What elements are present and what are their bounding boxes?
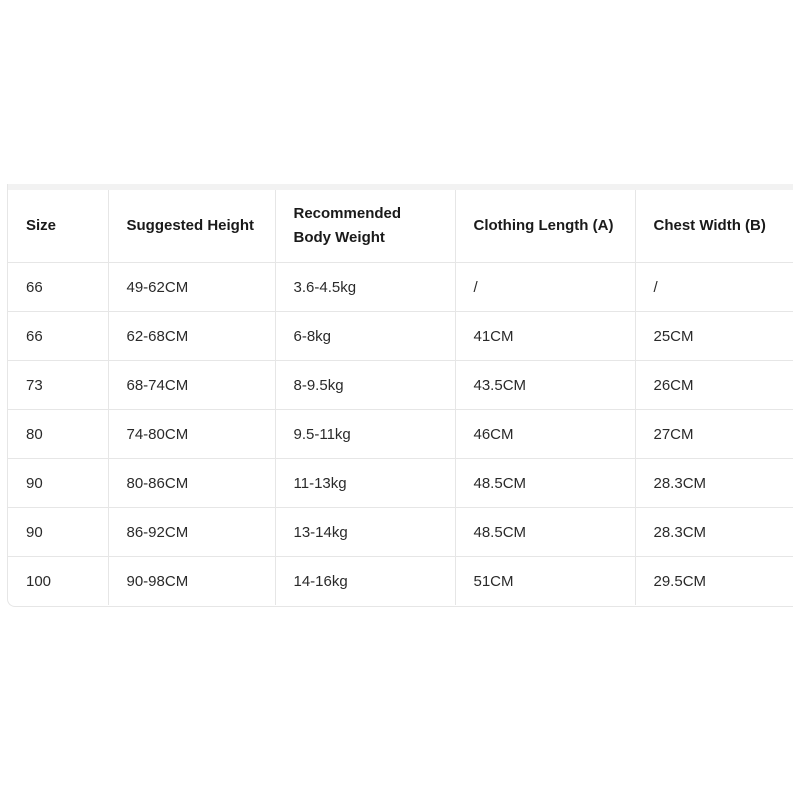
cell-size: 90	[8, 508, 108, 557]
cell-body-weight: 11-13kg	[275, 459, 455, 508]
cell-size: 100	[8, 557, 108, 606]
table-row	[8, 410, 793, 459]
cell-body-weight: 9.5-11kg	[275, 410, 455, 459]
table-row	[8, 508, 793, 557]
cell-clothing-length: 43.5CM	[455, 361, 635, 410]
cell-size: 66	[8, 263, 108, 312]
cell-suggested-height: 90-98CM	[108, 557, 275, 606]
cell-chest-width: 28.3CM	[635, 508, 793, 557]
cell-chest-width: 25CM	[635, 312, 793, 361]
cell-clothing-length: 51CM	[455, 557, 635, 606]
table-row	[8, 459, 793, 508]
cell-size: 66	[8, 312, 108, 361]
header-recommended-body-weight-label: Recommended Body Weight	[293, 205, 402, 246]
header-chest-width: Chest Width (B)	[635, 190, 793, 263]
cell-body-weight: 6-8kg	[275, 312, 455, 361]
cell-size: 90	[8, 459, 108, 508]
cell-suggested-height: 68-74CM	[108, 361, 275, 410]
cell-chest-width: 29.5CM	[635, 557, 793, 606]
cell-size: 80	[8, 410, 108, 459]
header-size: Size	[8, 190, 108, 263]
cell-clothing-length: 46CM	[455, 410, 635, 459]
cell-chest-width: 28.3CM	[635, 459, 793, 508]
header-suggested-height: Suggested Height	[108, 190, 275, 263]
cell-suggested-height: 74-80CM	[108, 410, 275, 459]
cell-size: 73	[8, 361, 108, 410]
size-chart-table	[8, 190, 793, 605]
table-row	[8, 557, 793, 606]
cell-body-weight: 14-16kg	[275, 557, 455, 606]
size-chart-table-container	[7, 184, 793, 607]
cell-chest-width: /	[635, 263, 793, 312]
header-clothing-length: Clothing Length (A)	[455, 190, 635, 263]
cell-suggested-height: 80-86CM	[108, 459, 275, 508]
cell-suggested-height: 49-62CM	[108, 263, 275, 312]
header-recommended-body-weight	[275, 190, 455, 263]
cell-chest-width: 26CM	[635, 361, 793, 410]
cell-suggested-height: 86-92CM	[108, 508, 275, 557]
cell-body-weight: 8-9.5kg	[275, 361, 455, 410]
table-row	[8, 361, 793, 410]
cell-body-weight: 13-14kg	[275, 508, 455, 557]
cell-suggested-height: 62-68CM	[108, 312, 275, 361]
cell-body-weight: 3.6-4.5kg	[275, 263, 455, 312]
cell-clothing-length: 41CM	[455, 312, 635, 361]
table-header-row	[8, 190, 793, 263]
table-row	[8, 263, 793, 312]
cell-clothing-length: /	[455, 263, 635, 312]
cell-clothing-length: 48.5CM	[455, 459, 635, 508]
cell-chest-width: 27CM	[635, 410, 793, 459]
table-row	[8, 312, 793, 361]
cell-clothing-length: 48.5CM	[455, 508, 635, 557]
